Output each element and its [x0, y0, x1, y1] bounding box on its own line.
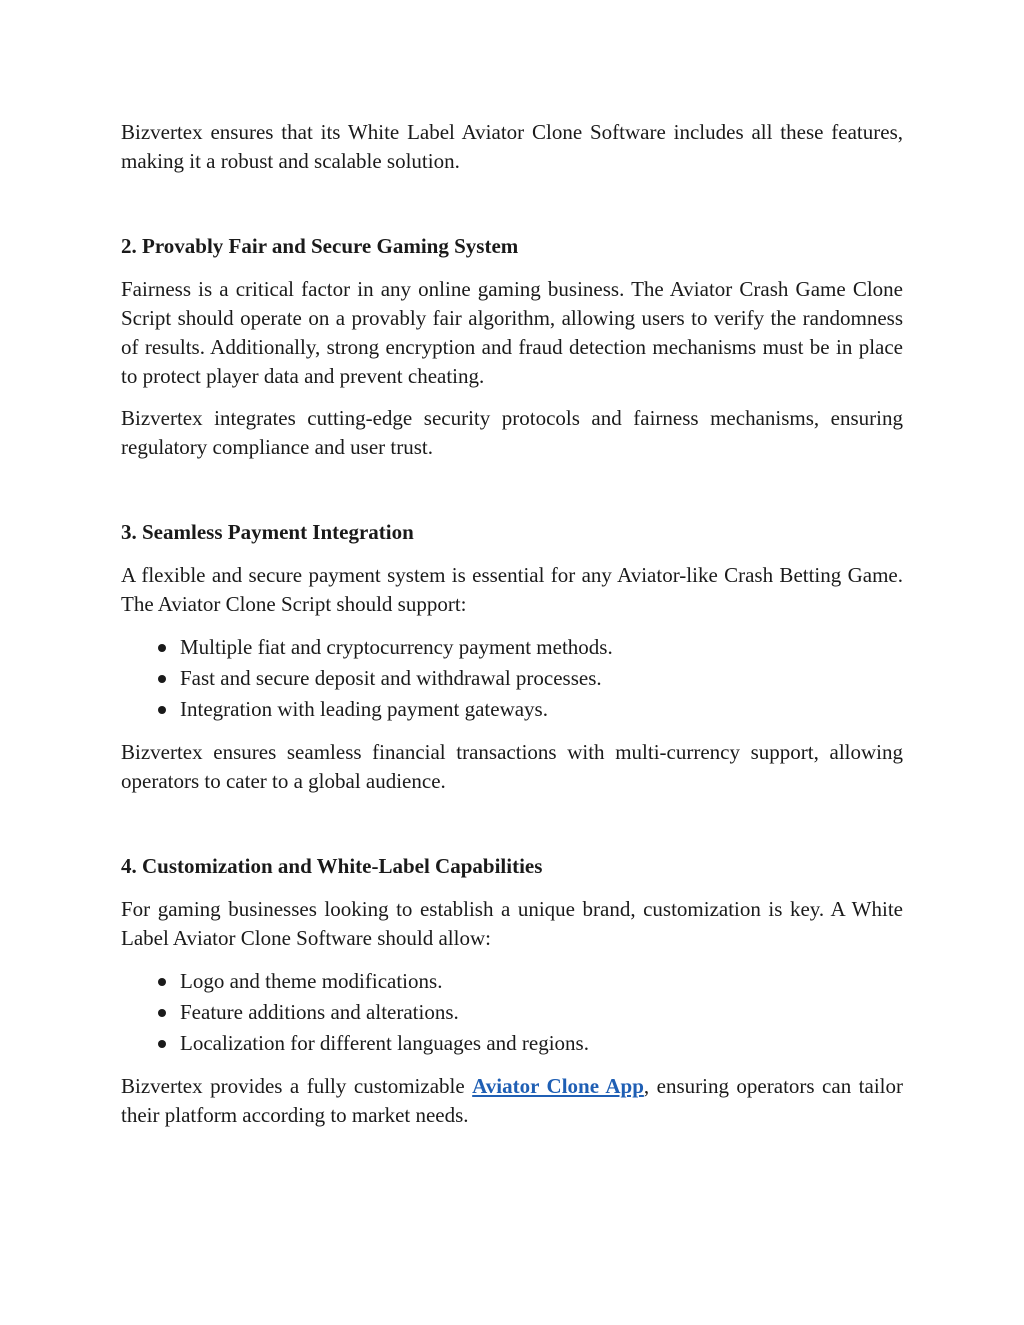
section-4-paragraph-1: For gaming businesses looking to establish a unique brand, customization is key. A White Label Aviator Clone Software should allow: [121, 897, 903, 950]
list-item [121, 663, 903, 694]
section-4-heading: 4. Customization and White-Label Capabilities [121, 854, 543, 878]
bullet-icon [158, 675, 166, 683]
list-item [121, 997, 903, 1028]
section-3-heading: 3. Seamless Payment Integration [121, 520, 414, 544]
paragraph-text-before-link: Bizvertex provides a fully customizable [121, 1074, 473, 1098]
section-3-paragraph-1: A flexible and secure payment system is essential for any Aviator-like Crash Betting Game. The Aviator Clone Script should support: [121, 563, 903, 616]
section-2-paragraph-1: Fairness is a critical factor in any online gaming business. The Aviator Crash Game Clone Script should operate on a provably fair algorithm, allowing users to verify the randomness of results. Additionally, strong encryption and fraud detection mechanisms must be in place to protect player data and prevent cheating. [121, 277, 903, 388]
bullet-icon [158, 706, 166, 714]
list-item [121, 1028, 903, 1059]
list-item-text: Integration with leading payment gateways. [180, 697, 548, 721]
section-4-paragraph-2 [121, 1072, 903, 1130]
intro-paragraph: Bizvertex ensures that its White Label Aviator Clone Software includes all these features, making it a robust and scalable solution. [121, 120, 903, 173]
list-item [121, 694, 903, 725]
list-item [121, 632, 903, 663]
list-item [121, 966, 903, 997]
section-2-paragraph-2: Bizvertex integrates cutting-edge security protocols and fairness mechanisms, ensuring regulatory compliance and user trust. [121, 406, 903, 459]
list-item-text: Fast and secure deposit and withdrawal processes. [180, 666, 602, 690]
document-page [121, 118, 903, 1130]
section-2-heading: 2. Provably Fair and Secure Gaming System [121, 234, 519, 258]
list-item-text: Localization for different languages and regions. [180, 1031, 589, 1055]
bullet-icon [158, 1009, 166, 1017]
aviator-clone-app-link[interactable]: Aviator Clone App [472, 1074, 644, 1098]
paragraph-text-after-link: , ensuring operators can tailor their platform according to market needs. [121, 1074, 903, 1127]
list-item-text: Multiple fiat and cryptocurrency payment methods. [180, 635, 613, 659]
bullet-icon [158, 978, 166, 986]
list-item-text: Feature additions and alterations. [180, 1000, 459, 1024]
section-3-bullet-list [121, 632, 903, 725]
section-3-paragraph-2: Bizvertex ensures seamless financial transactions with multi-currency support, allowing operators to cater to a global audience. [121, 740, 903, 793]
bullet-icon [158, 644, 166, 652]
section-4-bullet-list [121, 966, 903, 1059]
list-item-text: Logo and theme modifications. [180, 969, 443, 993]
bullet-icon [158, 1040, 166, 1048]
